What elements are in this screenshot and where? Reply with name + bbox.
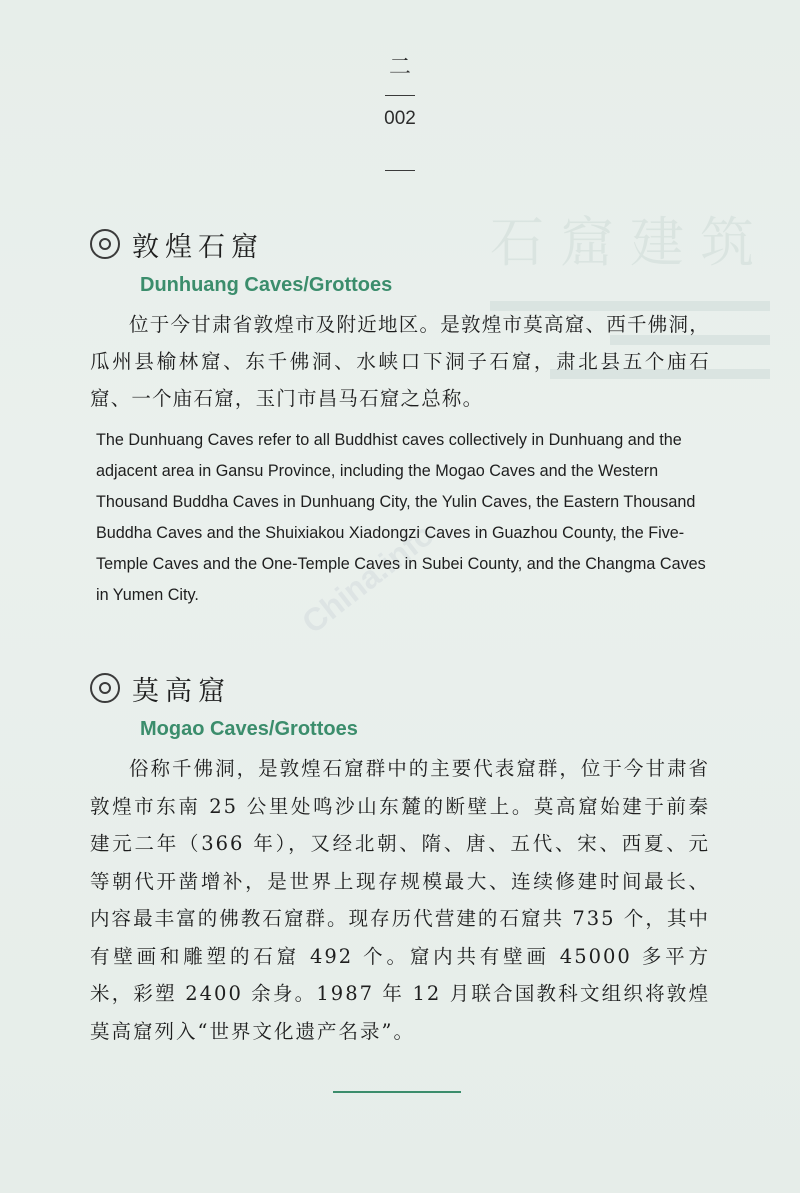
entry-title-row — [90, 668, 710, 708]
page-number: 002 — [384, 108, 416, 129]
bleed-through-title: 石窟建筑 — [490, 211, 770, 274]
entry-title-english: Mogao Caves/Grottoes — [140, 718, 358, 740]
entry-text-english: The Dunhuang Caves refer to all Buddhist caves collectively in Dunhuang and the adjacent area in Gansu Province, including the Mogao Caves and the Western Thousand Buddha Caves in Dunhuang City, the Yulin Caves, the Eastern Thousand Buddha Caves and the Shuixiakou Xiadongzi Caves in Guazhou County, the Five-Temple Caves and the One-Temple Caves in Subei County, and the Changma Caves in Yumen City. — [96, 431, 706, 604]
watermark: China.info — [295, 515, 441, 641]
page-header — [0, 55, 800, 171]
entry-dunhuang-caves — [90, 224, 710, 611]
entry-mogao-caves — [90, 668, 710, 1050]
header-rule — [385, 95, 415, 96]
entry-text-chinese: 俗称千佛洞，是敦煌石窟群中的主要代表窟群，位于今甘肃省敦煌市东南 25 公里处鸣沙山东麓的断壁上。莫高窟始建于前秦建元二年（366 年），又经北朝、隋、唐、五代、宋、西夏、元等朝代开凿增补，是世界上现存规模最大、连续修建时间最长、内容最丰富的佛教石窟群。现存历代营建的石窟共 735 个，其中有壁画和雕塑的石窟 492 个。窟内共有壁画 45000 多平方米，彩塑 2400 余身。1987 年 12 月联合国教科文组织将敦煌莫高窟列入“世界文化遗产名录”。 — [90, 757, 710, 1043]
double-circle-icon — [90, 229, 120, 259]
entry-title-chinese: 敦煌石窟 — [132, 231, 264, 263]
chapter-number: 二 — [388, 55, 411, 80]
entry-title-row — [90, 224, 710, 264]
bottom-divider — [333, 1091, 461, 1093]
entry-title-chinese: 莫高窟 — [132, 675, 231, 707]
entry-title-english: Dunhuang Caves/Grottoes — [140, 274, 393, 296]
double-circle-icon — [90, 673, 120, 703]
header-rule — [385, 170, 415, 171]
entry-text-chinese: 位于今甘肃省敦煌市及附近地区。是敦煌市莫高窟、西千佛洞，瓜州县榆林窟、东千佛洞、水峡口下洞子石窟，肃北县五个庙石窟、一个庙石窟，玉门市昌马石窟之总称。 — [90, 313, 710, 410]
